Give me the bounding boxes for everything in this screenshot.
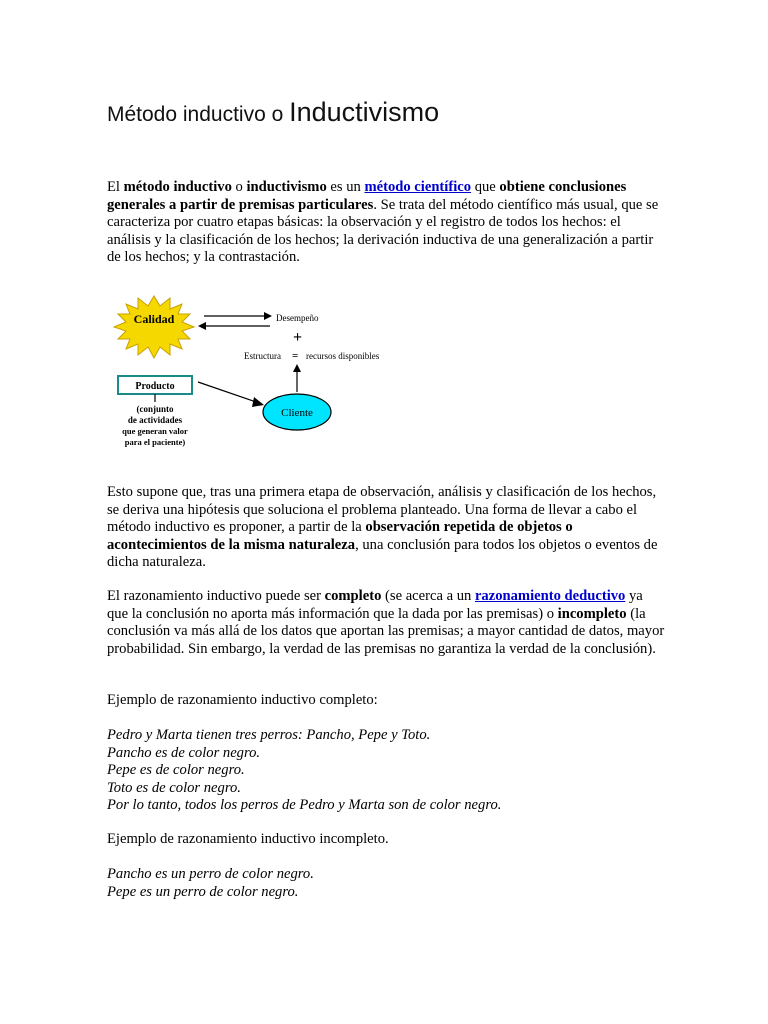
- title-part-2: Inductivismo: [289, 97, 440, 127]
- para3-bold-2: incompleto: [557, 605, 627, 622]
- example2-line: Pepe es un perro de color negro.: [107, 883, 299, 900]
- example2-heading: [107, 831, 667, 849]
- para2-bold-1: observación repetida de objetos o acontecimientos de la misma naturaleza: [107, 519, 573, 553]
- example1-heading: [107, 692, 667, 710]
- para2-text-2: , una conclusión para todos los objetos o eventos de dicha naturaleza.: [107, 536, 658, 571]
- conjunto-line-2: de actividades: [127, 415, 183, 425]
- para3-text-4: (la conclusión va más allá de los datos que aportan las premisas; a mayor cantidad de datos, mayor probabilidad. Sin embargo, la verdad de las premisas no garantiza la verdad de la conclusión).: [107, 605, 665, 657]
- cliente-label: Cliente: [281, 407, 313, 419]
- paragraph-2: [107, 484, 667, 572]
- example2-list: [107, 866, 667, 901]
- conjunto-line-1: (conjunto: [136, 404, 174, 414]
- example1-list: [107, 727, 667, 815]
- para3-bold-1: completo: [324, 588, 382, 604]
- para2-text-1: Esto supone que, tras una primera etapa de observación, análisis y clasificación de los hechos, se deriva una hipótesis que soluciona el problema planteado. Una forma de llevar a cabo el método inductivo es proponer, a partir de la: [107, 484, 657, 536]
- intro-text-3: es un: [326, 179, 365, 195]
- intro-text-2: o: [231, 179, 247, 195]
- conjunto-line-4: para el paciente): [124, 437, 186, 447]
- intro-bold-2: inductivismo: [246, 179, 327, 195]
- intro-paragraph: [107, 179, 667, 267]
- estructura-label: Estructura: [244, 351, 281, 361]
- calidad-diagram: [104, 292, 404, 460]
- producto-label: Producto: [135, 381, 175, 392]
- intro-text-5: . Se trata del método científico más usual, que se caracteriza por cuatro etapas básicas: la observación y el registro de todos los hechos: el análisis y la clasificación de los hechos; la derivación inductiva de una generalización a partir de los hechos; y la contrastación.: [107, 196, 659, 266]
- arrow-up-head-icon: [293, 364, 301, 372]
- page-title: [107, 92, 439, 129]
- intro-text-4: que: [471, 179, 500, 195]
- arrow-right-head-icon: [264, 312, 272, 320]
- example2-line: Pancho es un perro de color negro.: [107, 866, 314, 882]
- calidad-star-icon: [114, 296, 194, 358]
- arrow-left-head-icon: [198, 322, 206, 330]
- desempeno-label: Desempeño: [276, 313, 319, 323]
- intro-text-1: El: [107, 179, 124, 195]
- paragraph-3: [107, 588, 667, 658]
- intro-bold-3: obtiene conclusiones generales a partir de premisas particulares: [107, 179, 627, 213]
- para3-text-2: (se acerca a un: [381, 588, 475, 604]
- example1-line: Toto es de color negro.: [107, 779, 241, 796]
- para3-text-1: El razonamiento inductivo puede ser: [107, 588, 325, 604]
- equals-sign: =: [292, 350, 299, 362]
- para3-text-3: ya que la conclusión no aporta más información que la dada por las premisas) o: [107, 588, 643, 622]
- arrow-diagonal-line: [198, 382, 256, 402]
- example1-heading-text: Ejemplo de razonamiento inductivo completo:: [107, 692, 378, 708]
- example1-line: Por lo tanto, todos los perros de Pedro y Marta son de color negro.: [107, 797, 502, 814]
- arrow-diagonal-head-icon: [252, 397, 264, 407]
- plus-sign: +: [293, 329, 303, 346]
- title-part-1: Método inductivo o: [107, 103, 290, 126]
- razonamiento-deductivo-link[interactable]: razonamiento deductivo: [474, 588, 626, 604]
- intro-bold-1: método inductivo: [123, 179, 232, 195]
- conjunto-line-3: que generan valor: [122, 426, 188, 436]
- example1-line: Pepe es de color negro.: [107, 762, 245, 779]
- recursos-label: recursos disponibles: [306, 351, 380, 361]
- metodo-cientifico-link[interactable]: método científico: [364, 179, 472, 195]
- example1-line: Pedro y Marta tienen tres perros: Pancho, Pepe y Toto.: [107, 727, 431, 743]
- example2-heading-text: Ejemplo de razonamiento inductivo incompleto.: [107, 831, 389, 847]
- example1-line: Pancho es de color negro.: [107, 744, 261, 761]
- calidad-label: Calidad: [133, 312, 175, 326]
